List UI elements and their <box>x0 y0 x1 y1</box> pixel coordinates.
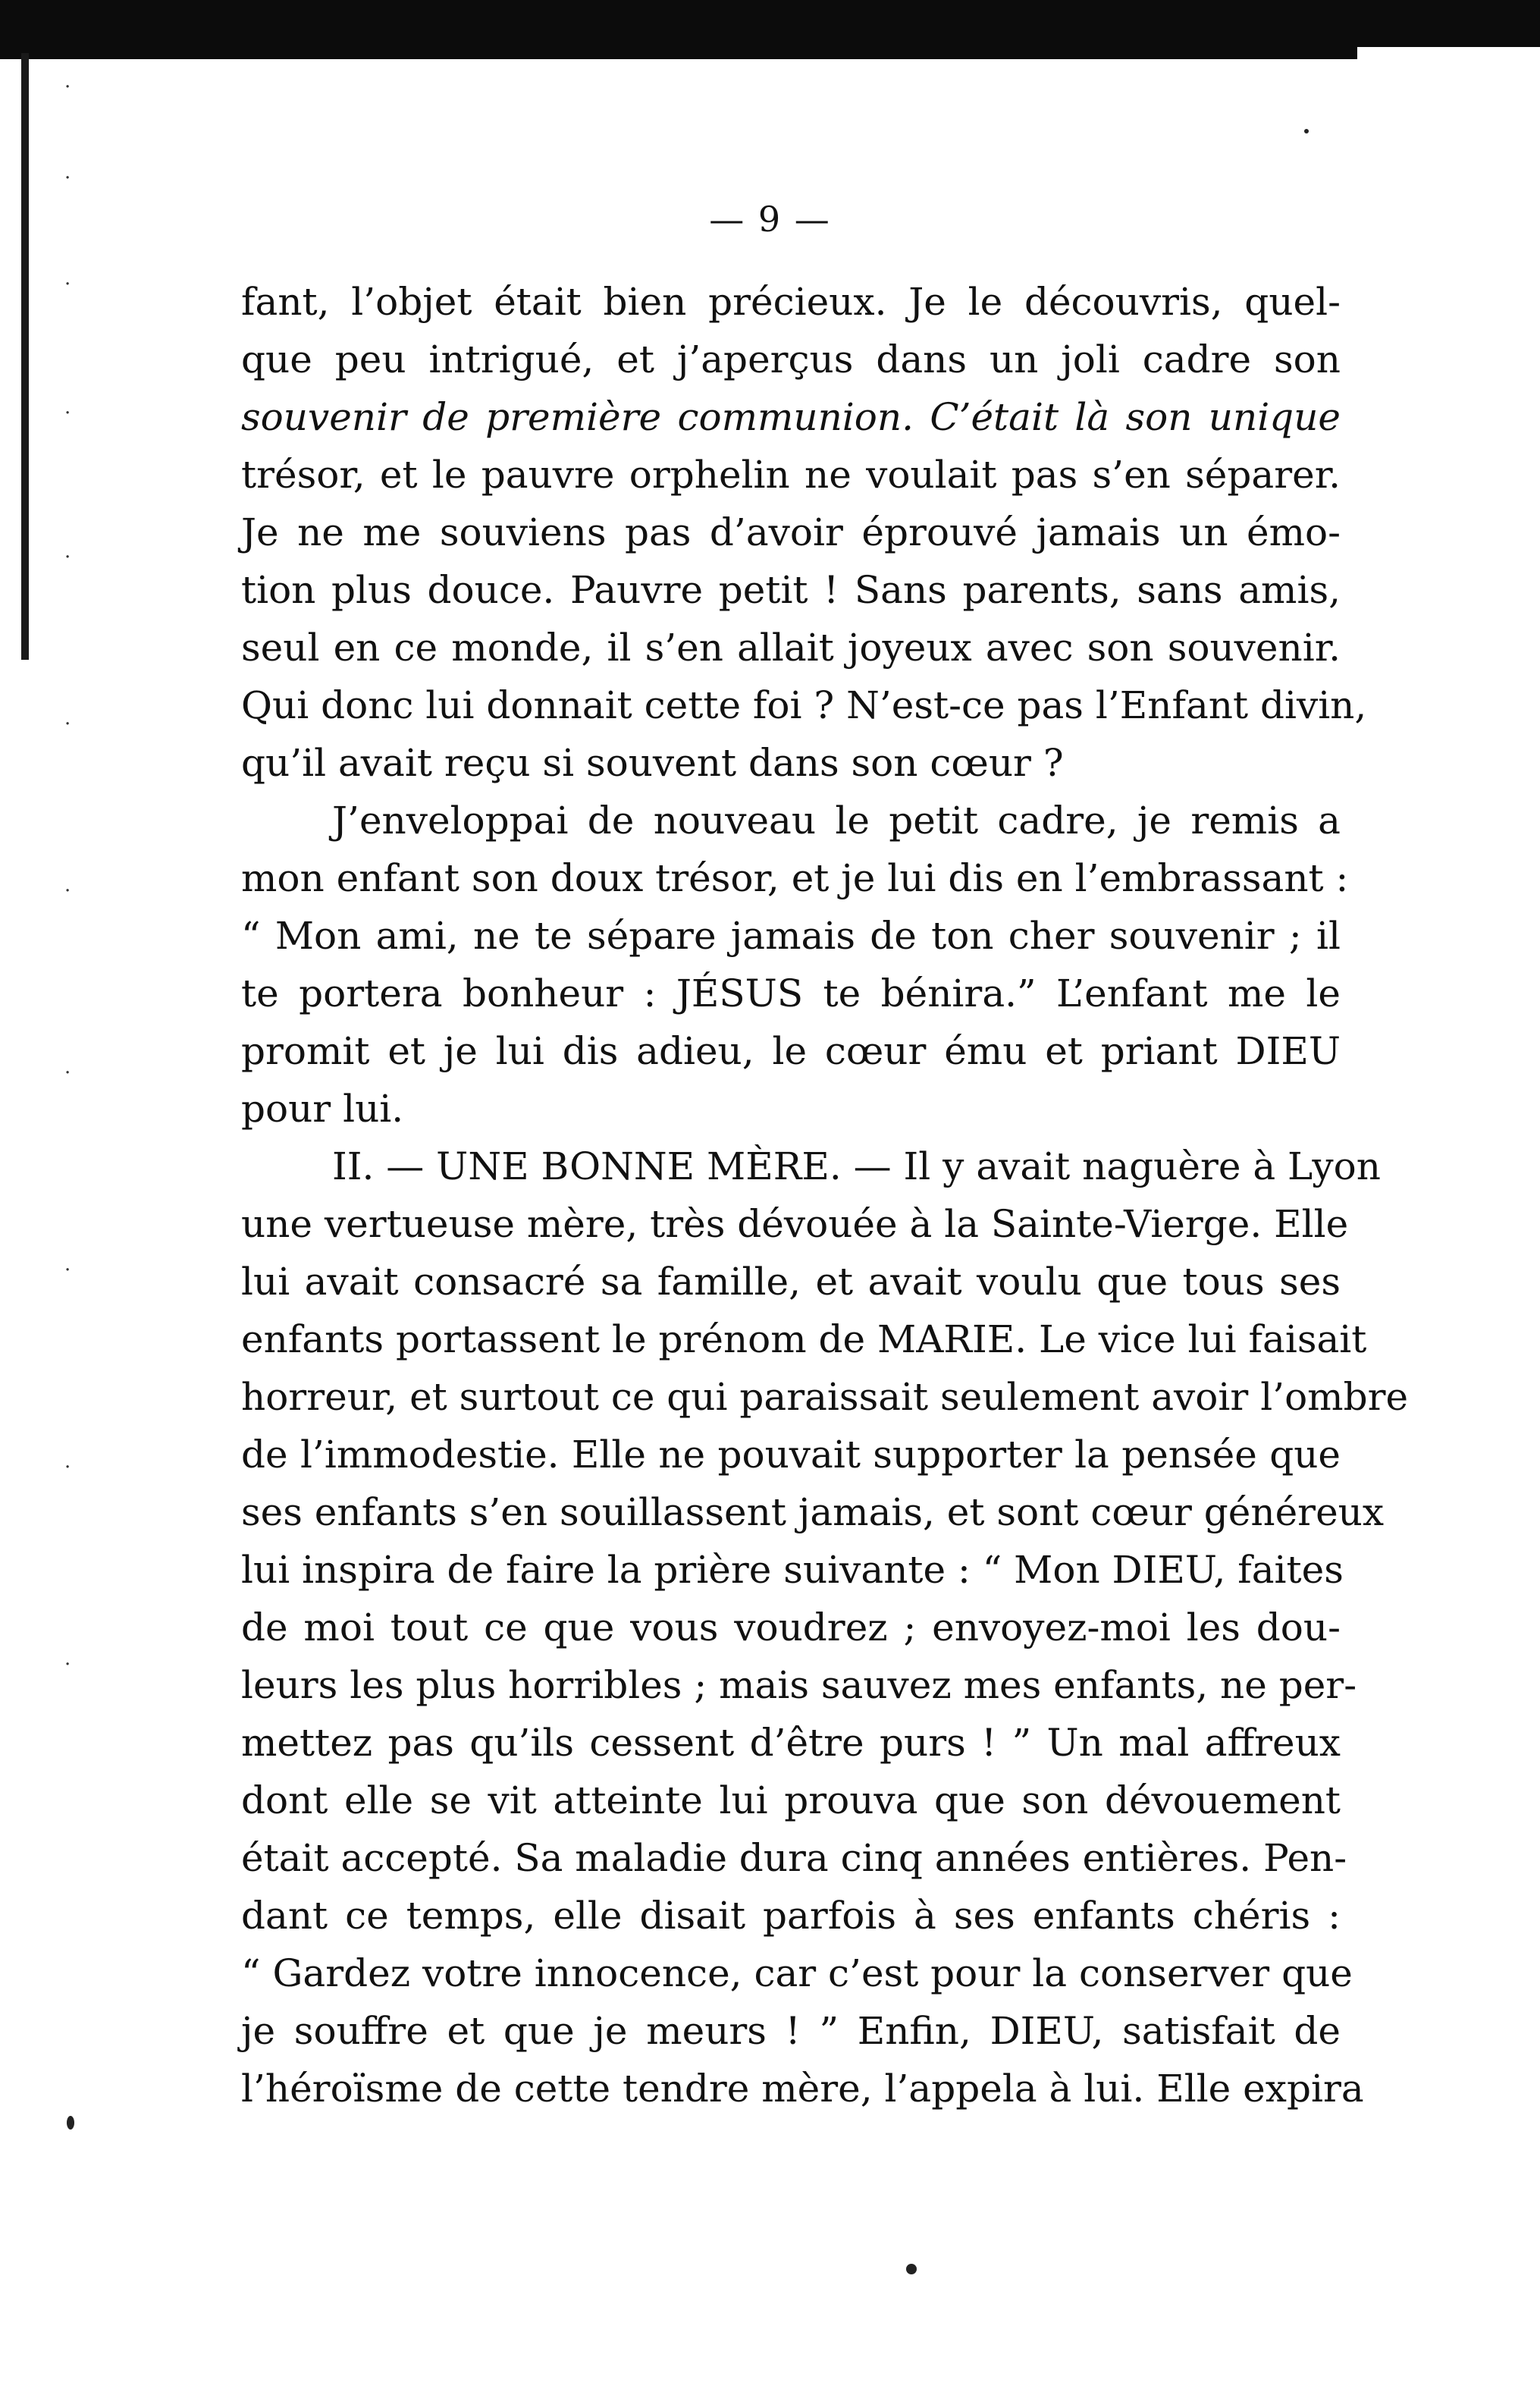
text-line: II. — UNE BONNE MÈRE. — Il y avait naguère à Lyon <box>332 1144 1381 1188</box>
text-line: “ Mon ami, ne te sépare jamais de ton cher souvenir ; il <box>241 914 1341 958</box>
text-line: dont elle se vit atteinte lui prouva que son dévouement <box>241 1778 1341 1822</box>
text-line: Je ne me souviens pas d’avoir éprouvé jamais un émo- <box>241 510 1341 554</box>
top-border-gap <box>1357 47 1540 59</box>
text-line: enfants portassent le prénom de MARIE. Le vice lui faisait <box>241 1317 1367 1361</box>
text-line: qu’il avait reçu si souvent dans son cœur ? <box>241 741 1064 785</box>
text-line: ses enfants s’en souillassent jamais, et sont cœur généreux <box>241 1490 1385 1534</box>
text-line: de moi tout ce que vous voudrez ; envoyez-moi les dou- <box>241 1605 1341 1649</box>
text-line: de l’immodestie. Elle ne pouvait supporter la pensée que <box>241 1433 1341 1477</box>
text-line: mon enfant son doux trésor, et je lui dis en l’embrassant : <box>241 856 1349 900</box>
text-line: lui inspira de faire la prière suivante : “ Mon DIEU, faites <box>241 1548 1344 1592</box>
text-line: lui avait consacré sa famille, et avait voulu que tous ses <box>241 1260 1341 1304</box>
text-line: Qui donc lui donnait cette foi ? N’est-ce pas l’Enfant divin, <box>241 683 1367 727</box>
left-scan-border <box>21 53 29 660</box>
top-scan-border <box>0 0 1540 59</box>
text-line: l’héroïsme de cette tendre mère, l’appela à lui. Elle expira <box>241 2067 1364 2111</box>
margin-specks: · · · · · · · · · · · <box>64 76 71 1676</box>
text-line: que peu intrigué, et j’aperçus dans un joli cadre son <box>241 337 1341 381</box>
text-line: pour lui. <box>241 1087 404 1131</box>
text-line: horreur, et surtout ce qui paraissait seulement avoir l’ombre <box>241 1375 1409 1419</box>
text-line: seul en ce monde, il s’en allait joyeux avec son souvenir. <box>241 626 1341 670</box>
text-line: te portera bonheur : JÉSUS te bénira.” L’enfant me le <box>241 971 1341 1015</box>
speck-dot <box>1304 129 1309 133</box>
speck-dot <box>67 2116 74 2130</box>
text-line: “ Gardez votre innocence, car c’est pour la conserver que <box>241 1951 1353 1995</box>
text-line: dant ce temps, elle disait parfois à ses enfants chéris : <box>241 1894 1341 1938</box>
text-line: mettez pas qu’ils cessent d’être purs ! ” Un mal affreux <box>241 1721 1341 1765</box>
text-line: J’enveloppai de nouveau le petit cadre, je remis a <box>332 799 1341 843</box>
text-line: une vertueuse mère, très dévouée à la Sainte-Vierge. Elle <box>241 1202 1349 1246</box>
text-line: souvenir de première communion. C’était là son unique <box>241 395 1341 439</box>
text-line: trésor, et le pauvre orphelin ne voulait pas s’en séparer. <box>241 453 1341 497</box>
body-text <box>241 273 1409 2117</box>
text-line: était accepté. Sa maladie dura cinq années entières. Pen- <box>241 1836 1347 1880</box>
page-number: — 9 — <box>709 199 831 240</box>
text-line: fant, l’objet était bien précieux. Je le découvris, quel- <box>241 280 1341 324</box>
text-line: leurs les plus horribles ; mais sauvez mes enfants, ne per- <box>241 1663 1357 1707</box>
text-line: tion plus douce. Pauvre petit ! Sans parents, sans amis, <box>241 568 1341 612</box>
text-line: je souffre et que je meurs ! ” Enfin, DIEU, satisfait de <box>241 2009 1341 2053</box>
speck-dot <box>906 2264 917 2274</box>
text-line: promit et je lui dis adieu, le cœur ému et priant DIEU <box>241 1029 1341 1073</box>
